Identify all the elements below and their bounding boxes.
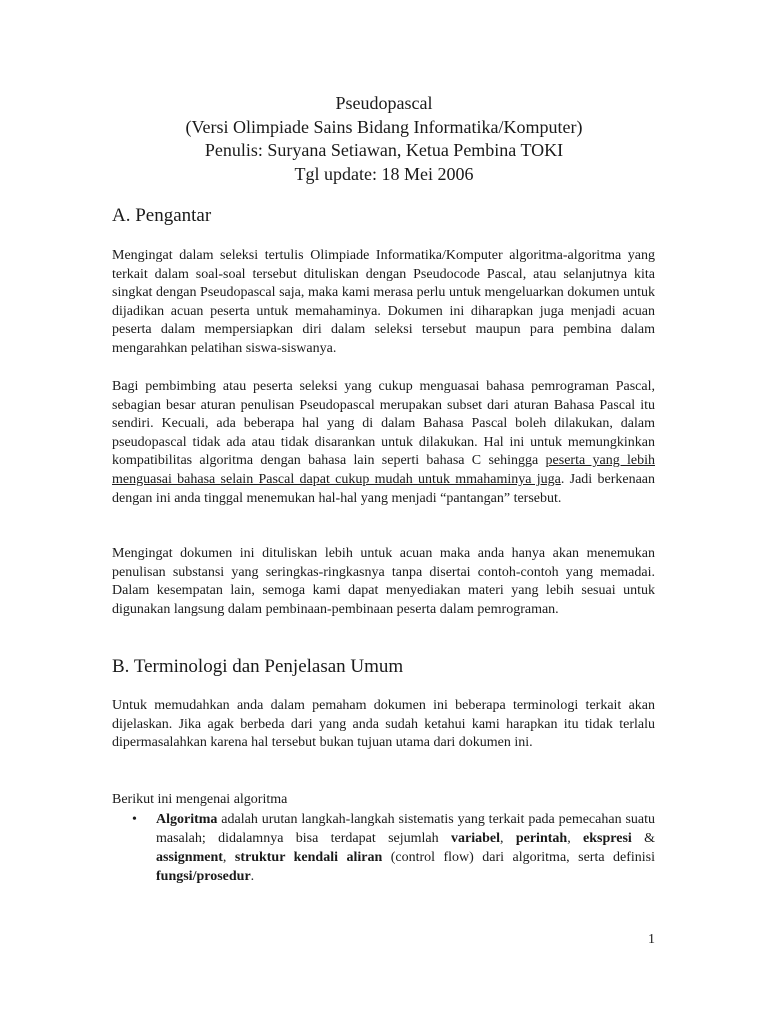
term-algoritma: Algoritma: [156, 812, 218, 827]
paragraph-2-text-end: . Jadi berkenaan dengan ini anda tinggal menemukan hal-hal yang menjadi “pantangan” tersebut.: [112, 471, 655, 506]
bullet-text: ,: [222, 850, 235, 865]
section-a-heading: A. Pengantar: [112, 205, 212, 226]
term-ekspresi: ekspresi: [583, 831, 632, 846]
section-a-paragraph-1: Mengingat dalam seleksi tertulis Olimpiade Informatika/Komputer algoritma-algoritma yang terkait dalam soal-soal tersebut dituliskan dengan Pseudocode Pascal, atau selanjutnya kita singkat dengan Pseudopascal saja, maka kami merasa perlu untuk mengeluarkan dokumen untuk dijadikan acuan peserta untuk memahaminya. Dokumen ini diharapkan juga menjadi acuan peserta dalam mempersiapkan diri dalam seleksi tersebut maupun para pembina dalam mengarahkan pelatihan siswa-siswanya.: [112, 248, 655, 356]
section-b-paragraph-1: Untuk memudahkan anda dalam pemaham dokumen ini beberapa terminologi terkait akan dijelaskan. Jika agak berbeda dari yang anda sudah ketahui kami harapkan itu tidak terlalu dipermasalahkan karena hal tersebut bukan tujuan utama dari dokumen ini.: [112, 698, 655, 751]
bullet-icon: •: [132, 812, 137, 827]
term-assignment: assignment: [156, 850, 223, 865]
term-variabel: variabel: [450, 831, 500, 846]
term-perintah: perintah: [515, 831, 568, 846]
document-update-date: Tgl update: 18 Mei 2006: [294, 163, 474, 184]
paragraph-2-text-start: Bagi pembimbing atau peserta seleksi yang cukup menguasai bahasa pemrograman Pascal, sebagian besar aturan penulisan Pseudopascal merupakan subset dari aturan Bahasa Pascal itu sendiri. Kecuali, ada beberapa hal yang di dalam Bahasa Pascal boleh dilakukan, dalam pseudopascal tidak ada atau tidak disarankan untuk dilakukan. Hal ini untuk memungkinkan kompatibilitas algoritma dengan bahasa lain seperti bahasa C sehingga: [112, 379, 655, 469]
list-item: [132, 810, 655, 886]
section-a-paragraph-3: Mengingat dokumen ini dituliskan lebih untuk acuan maka anda hanya akan menemukan penulisan substansi yang seringkas-ringkasnya tanpa disertai contoh-contoh yang memadai. Dalam kesempatan lain, semoga kami dapat menyediakan materi yang lebih sesuai untuk digunakan langsung dalam pembinaan-pembinaan peserta dalam pemrograman.: [112, 546, 655, 617]
section-a-paragraph-2: [112, 378, 655, 508]
title-block: [0, 92, 768, 186]
paragraph-2-underlined-text: peserta yang lebih menguasai bahasa selain Pascal dapat cukup mudah untuk mmahaminya juga: [112, 453, 655, 487]
bullet-text: ,: [499, 831, 516, 846]
bullet-text: &: [631, 831, 656, 846]
bullet-text: adalah urutan langkah-langkah sistematis yang terkait pada pemecahan suatu masalah; didalamnya bisa terdapat sejumlah: [156, 812, 655, 846]
bullet-text: .: [250, 869, 255, 884]
algorithm-bullet-list: [132, 810, 655, 886]
document-subtitle: (Versi Olimpiade Sains Bidang Informatika/Komputer): [185, 116, 583, 137]
page-number: 1: [648, 932, 655, 947]
document-author: Penulis: Suryana Setiawan, Ketua Pembina TOKI: [204, 140, 564, 160]
bullet-text: ,: [567, 831, 584, 846]
term-struktur-kendali-aliran: struktur kendali aliran: [234, 850, 383, 865]
section-b-heading: B. Terminologi dan Penjelasan Umum: [112, 656, 404, 677]
document-title: Pseudopascal: [335, 93, 433, 113]
term-fungsi-prosedur: fungsi/prosedur: [156, 869, 251, 884]
bullet-text: (control flow) dari algoritma, serta definisi: [382, 850, 656, 865]
algorithm-intro: Berikut ini mengenai algoritma: [112, 792, 288, 807]
